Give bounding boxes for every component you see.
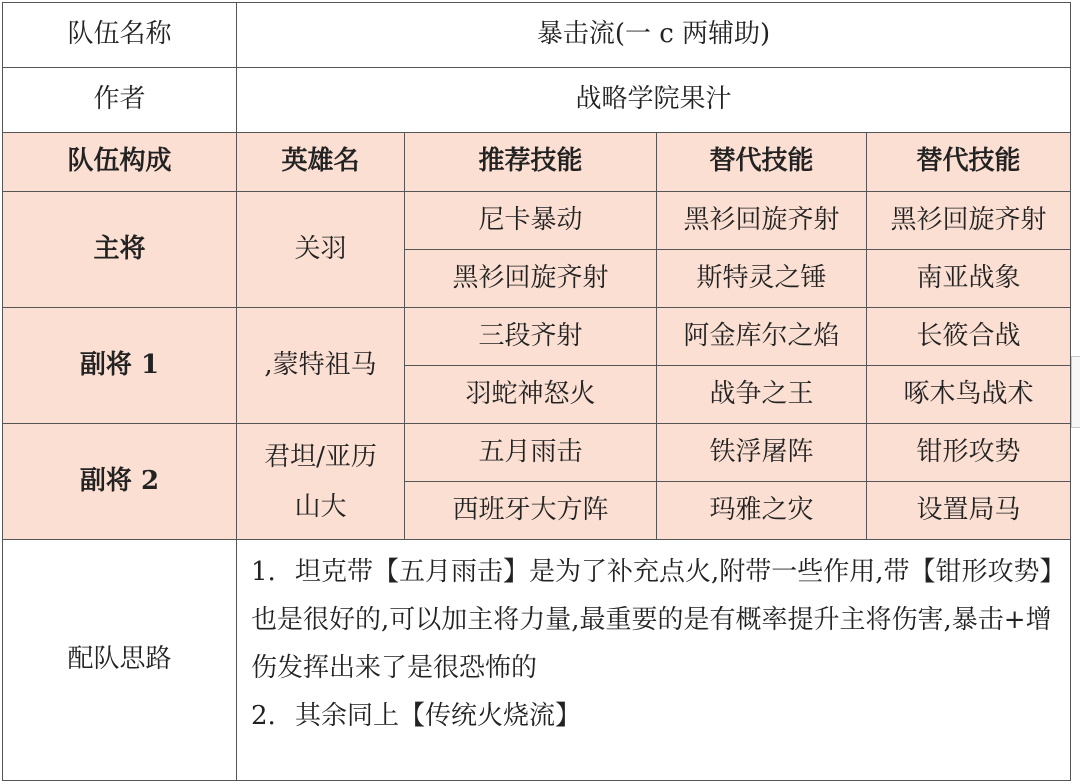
skill-cell: 黑衫回旋齐射 xyxy=(405,250,657,308)
skill-cell: 阿金库尔之焰 xyxy=(657,308,867,366)
column-header-recommended-skill: 推荐技能 xyxy=(405,133,657,192)
skill-cell: 黑衫回旋齐射 xyxy=(657,192,867,250)
table-row xyxy=(3,308,1071,366)
role-vice-1: 副将 1 xyxy=(3,308,237,424)
team-name-row xyxy=(3,3,1071,68)
column-header-row xyxy=(3,133,1071,192)
hero-vice-2-line1: 君坦/亚历 xyxy=(264,441,377,472)
page-edge-marker xyxy=(1071,356,1080,428)
author-value: 战略学院果汁 xyxy=(237,68,1071,133)
table-row xyxy=(3,424,1071,482)
lineup-table xyxy=(2,2,1071,781)
team-name-value: 暴击流(一 c 两辅助) xyxy=(237,3,1071,68)
role-main: 主将 xyxy=(3,192,237,308)
skill-cell: 尼卡暴动 xyxy=(405,192,657,250)
note-number: 1. xyxy=(251,557,276,587)
hero-vice-1: ,蒙特祖马 xyxy=(237,308,405,424)
role-vice-2: 副将 2 xyxy=(3,424,237,540)
column-header-composition: 队伍构成 xyxy=(3,133,237,192)
note-number: 2. xyxy=(251,701,276,731)
skill-cell: 羽蛇神怒火 xyxy=(405,366,657,424)
team-name-label: 队伍名称 xyxy=(3,3,237,68)
notes-label: 配队思路 xyxy=(3,540,237,781)
skill-cell: 南亚战象 xyxy=(867,250,1071,308)
author-row xyxy=(3,68,1071,133)
note-text: 坦克带【五月雨击】是为了补充点火,附带一些作用,带【钳形攻势】也是很好的,可以加主将力量,最重要的是有概率提升主将伤害,暴击+增伤发挥出来了是很恐怖的 xyxy=(251,557,1053,683)
notes-row xyxy=(3,540,1071,781)
hero-vice-2-line2: 山大 xyxy=(294,491,347,522)
column-header-hero: 英雄名 xyxy=(237,133,405,192)
skill-cell: 战争之王 xyxy=(657,366,867,424)
skill-cell: 五月雨击 xyxy=(405,424,657,482)
skill-cell: 铁浮屠阵 xyxy=(657,424,867,482)
table-row xyxy=(3,192,1071,250)
notes-content xyxy=(237,540,1071,781)
skill-cell: 斯特灵之锤 xyxy=(657,250,867,308)
skill-cell: 玛雅之灾 xyxy=(657,482,867,540)
note-item-2 xyxy=(251,692,1056,740)
column-header-alt-skill-2: 替代技能 xyxy=(867,133,1071,192)
skill-cell: 啄木鸟战术 xyxy=(867,366,1071,424)
note-item-1 xyxy=(251,548,1056,692)
skill-cell: 长筱合战 xyxy=(867,308,1071,366)
hero-main: 关羽 xyxy=(237,192,405,308)
column-header-alt-skill-1: 替代技能 xyxy=(657,133,867,192)
skill-cell: 设置局马 xyxy=(867,482,1071,540)
note-text: 其余同上【传统火烧流】 xyxy=(295,701,582,731)
skill-cell: 三段齐射 xyxy=(405,308,657,366)
skill-cell: 西班牙大方阵 xyxy=(405,482,657,540)
hero-vice-2 xyxy=(237,424,405,540)
skill-cell: 钳形攻势 xyxy=(867,424,1071,482)
author-label: 作者 xyxy=(3,68,237,133)
skill-cell: 黑衫回旋齐射 xyxy=(867,192,1071,250)
